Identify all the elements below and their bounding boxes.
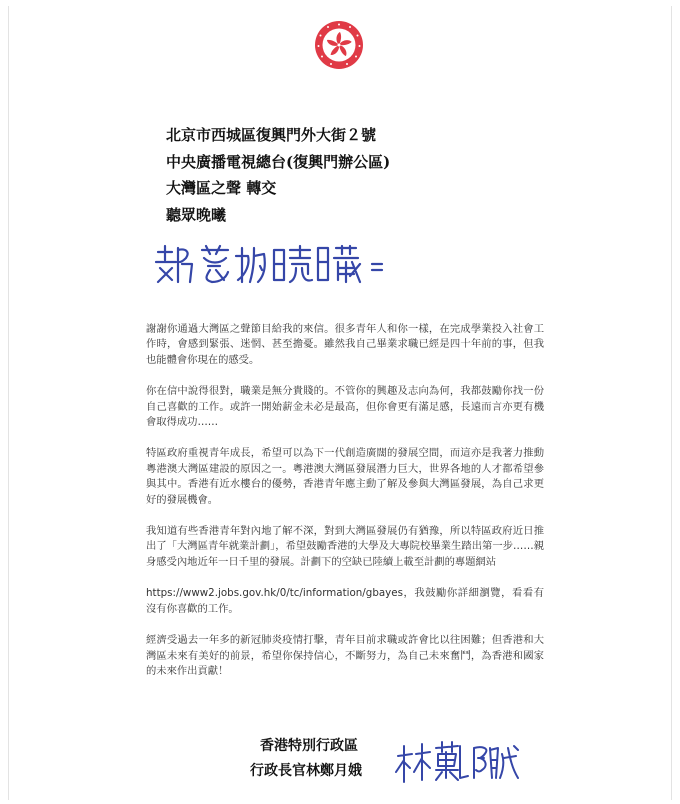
- paragraph-1: 謝謝你通過大灣區之聲節目給我的來信。很多青年人和你一樣，在完成學業投入社會工作時，會感到緊張、迷惘、甚至擔憂。雖然我自己畢業求職已經是四十年前的事，但我也能體會你現在的感受。: [146, 323, 544, 366]
- hksar-emblem-icon: [314, 20, 364, 70]
- letter-body: [146, 322, 544, 695]
- recipient-address: [166, 122, 390, 228]
- signer-title-name: 行政長官林鄭月娥: [250, 763, 362, 779]
- paragraph-5-url: https://www2.jobs.gov.hk/0/tc/information/gbayes，我鼓勵你詳細瀏覽，看看有沒有你喜歡的工作。: [146, 587, 544, 615]
- paragraph-3: 特區政府重視青年成長，希望可以為下一代創造廣闊的發展空間，而這亦是我著力推動粵港澳大灣區建設的原因之一。粵港澳大灣區發展潛力巨大，世界各地的人才都希望參與其中。香港有近水樓台的優勢，香港青年應主動了解及參與大灣區發展，為自己求更好的發展機會。: [146, 447, 544, 506]
- handwritten-salutation: [150, 240, 400, 290]
- handwritten-signature: [392, 738, 522, 788]
- paragraph-4: 我知道有些香港青年對內地了解不深，對到大灣區發展仍有猶豫，所以特區政府近日推出了「大灣區青年就業計劃」，希望鼓勵香港的大學及大專院校畢業生踏出第一步……親身感受內地近年一日千里的發展。計劃下的空缺已陸續上載至計劃的專題網站: [146, 525, 544, 568]
- address-line-1: 北京市西城區復興門外大街２號: [166, 126, 377, 144]
- paragraph-2: 你在信中說得很對，職業是無分貴賤的。不管你的興趣及志向為何，我都鼓勵你找一份自己喜歡的工作。或許一開始薪金未必是最高，但你會更有滿足感，長遠而言亦更有機會取得成功……: [146, 385, 544, 429]
- signer-office: 香港特別行政區: [260, 738, 358, 754]
- address-line-2: 中央廣播電視總台(復興門辦公區): [166, 152, 391, 171]
- signature-block: [250, 734, 362, 784]
- address-line-4: 聽眾晚曦: [166, 205, 227, 224]
- paragraph-6: 經濟受過去一年多的新冠肺炎疫情打擊，青年目前求職或許會比以往困難；但香港和大灣區未來有美好的前景，希望你保持信心，不斷努力，為自己未來奮鬥，為香港和國家的未來作出貢獻！: [146, 634, 544, 677]
- address-line-3: 大灣區之聲 轉交: [166, 179, 277, 197]
